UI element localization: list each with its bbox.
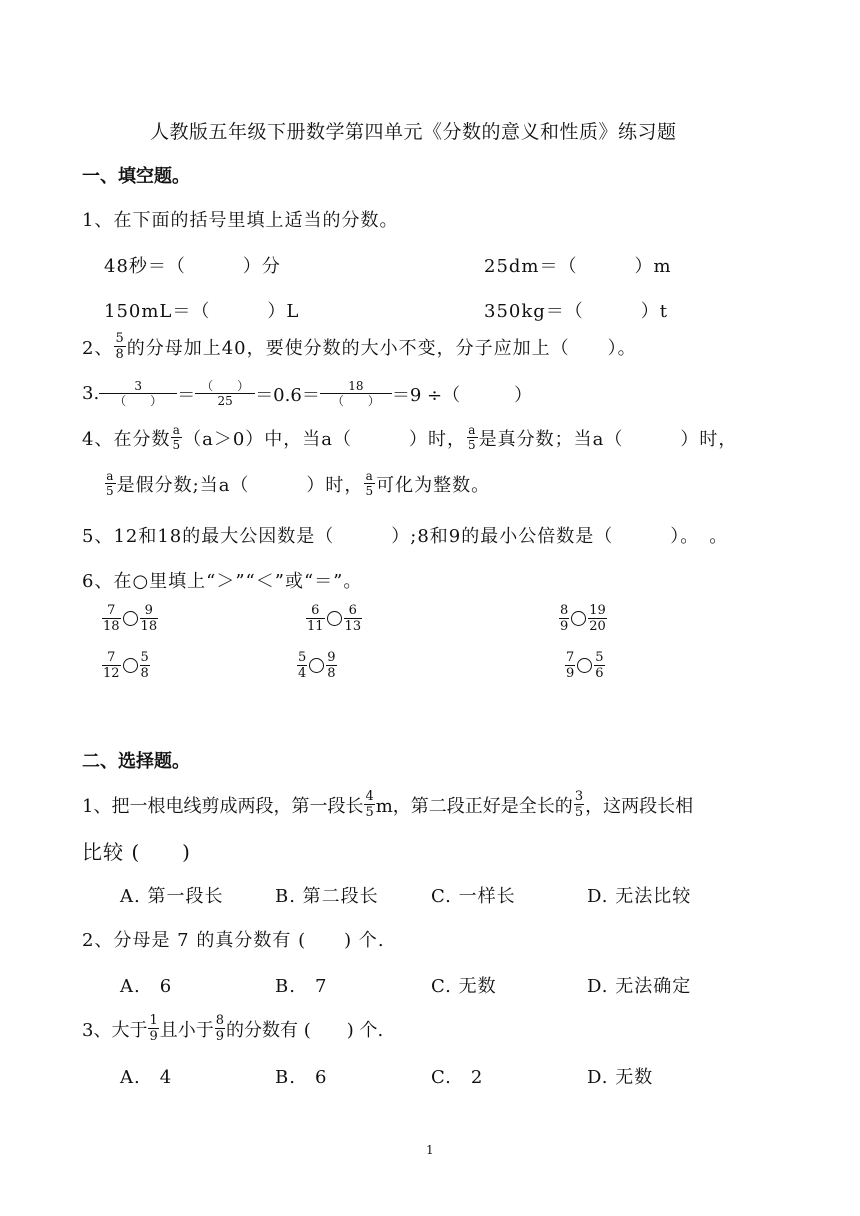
c3-f1-num: 1 [149,1013,158,1028]
c1-f2-den: 5 [574,805,584,820]
pair-2-left-den: 11 [307,619,324,634]
pair-4-right-num: 5 [140,650,149,665]
pair-4-left-num: 7 [107,650,116,665]
pair-6-right-den: 6 [595,666,604,681]
q4-text-4: 是假分数;当a（ ）时， [116,474,364,496]
q4-fraction-a5-2 [467,424,478,451]
pair-6-left-den: 9 [566,666,575,681]
c3-option-d[interactable]: D. 无数 [587,1067,654,1088]
q4-text-5: 可化为整数。 [376,474,491,496]
c3-option-b[interactable]: B. 6 [275,1067,328,1088]
pair-3-left-den: 9 [560,619,569,634]
pair-1-right-den: 18 [140,619,158,634]
c2-option-d[interactable]: D. 无法确定 [587,976,692,997]
c1-fraction-1 [364,790,374,819]
c1-f1-den: 5 [365,805,374,820]
q1-item-seconds: 48秒＝（ ）分 [104,256,281,277]
compare-circle[interactable] [123,611,138,626]
question-1-4-cont [104,470,490,497]
pair-6-right-num: 5 [595,650,604,665]
q4-fraction-num: a [106,469,115,483]
c3-fraction-1 [148,1014,158,1043]
choice-question-1-cont: 比较 ( ) [82,840,191,864]
c3-f2-num: 8 [215,1013,225,1028]
c1-f2-num: 3 [574,789,584,804]
question-1-1: 1、在下面的括号里填上适当的分数。 [82,210,399,231]
pair-1-left-den: 18 [103,619,120,634]
c3-f1-den: 9 [149,1029,158,1044]
q4-text-1: 4、在分数 [82,428,171,450]
c1-fraction-2 [574,790,584,819]
pair-5-left-den: 4 [298,666,307,681]
c2-option-b[interactable]: B. 7 [275,976,328,997]
c1-f1-num: 4 [365,789,374,804]
q3-f2-numerator: （ ） [201,379,250,393]
c1-text-2: m，第二段正好是全长的 [375,795,573,817]
q4-fraction-den: 5 [106,484,115,498]
q3-f3-numerator: 18 [348,379,364,393]
c3-text-3: 的分数有 ( ) 个. [226,1019,384,1041]
question-1-6: 6、在○里填上“＞”“＜”或“＝”。 [82,571,363,592]
compare-circle[interactable] [577,658,592,673]
c1-option-c[interactable]: C. 一样长 [431,886,516,907]
c1-option-a[interactable]: A. 第一段长 [120,886,224,907]
compare-pair-5 [296,651,338,680]
page-number: 1 [426,1143,434,1157]
pair-2-right-den: 13 [344,619,362,634]
pair-5-right-den: 8 [327,666,336,681]
q4-fraction-num: a [468,423,477,437]
c1-text-3: ，这两段长相 [585,795,694,817]
page-title: 人教版五年级下册数学第四单元《分数的意义和性质》练习题 [150,121,677,143]
q3-equals-1: ＝ [177,384,196,406]
pair-5-right-num: 9 [327,650,336,665]
c3-option-a[interactable]: A. 4 [120,1067,173,1088]
q4-fraction-num: a [365,469,374,483]
question-1-3 [82,380,532,407]
compare-pair-3 [558,604,608,633]
pair-2-left-num: 6 [311,603,320,618]
pair-1-right-num: 9 [144,603,153,618]
c1-text-1: 1、把一根电线剪成两段，第一段长 [82,795,364,817]
q3-fraction-2 [196,380,254,407]
c1-option-b[interactable]: B. 第二段长 [275,886,379,907]
q3-f1-numerator: 3 [134,379,142,393]
q4-fraction-a5-3 [105,470,116,497]
q4-fraction-a5 [171,424,182,451]
c2-option-a[interactable]: A. 6 [120,976,173,997]
q2-fraction [114,332,125,361]
compare-pair-6 [564,651,606,680]
q3-f3-denominator: （ ） [320,393,392,407]
q2-prefix: 2、 [82,337,114,359]
q4-fraction-den: 5 [172,438,182,452]
q3-fraction-3 [321,380,391,407]
q4-text-2: （a＞0）中，当a（ ）时， [183,428,467,450]
c1-option-d[interactable]: D. 无法比较 [587,886,692,907]
choice-question-2: 2、分母是 7 的真分数有 ( ) 个. [82,930,385,951]
compare-pair-2 [305,604,363,633]
compare-circle[interactable] [123,658,138,673]
choice-question-1 [82,790,693,819]
compare-pair-4 [101,651,151,680]
question-1-4 [82,424,737,451]
q3-middle: ＝0.6＝ [255,384,320,406]
q3-fraction-1 [100,380,176,407]
q3-f2-denominator: 25 [195,393,255,407]
c3-text-2: 且小于 [159,1019,214,1041]
pair-6-left-num: 7 [566,650,575,665]
q4-fraction-den: 5 [365,484,375,498]
section-heading-choice: 二、选择题。 [82,751,190,772]
q4-fraction-den: 5 [468,438,477,452]
q3-tail: ＝9 ÷（ ） [391,384,533,406]
pair-4-left-den: 12 [103,666,120,681]
c3-fraction-2 [215,1014,225,1043]
pair-3-left-num: 8 [560,603,569,618]
c2-option-c[interactable]: C. 无数 [431,976,497,997]
section-heading-fill-in: 一、填空题。 [82,166,190,187]
question-1-5: 5、12和18的最大公因数是（ ）;8和9的最小公倍数是（ ）。 。 [82,526,729,547]
q4-text-3: 是真分数；当a（ ）时， [478,428,738,450]
choice-question-3 [82,1014,383,1043]
q3-f1-denominator: （ ） [99,393,177,407]
c3-text-1: 3、大于 [82,1019,148,1041]
pair-4-right-den: 8 [140,666,149,681]
pair-5-left-num: 5 [298,650,307,665]
c3-f2-den: 9 [215,1029,225,1044]
compare-circle[interactable] [571,611,586,626]
q1-item-kg: 350kg＝（ ）t [484,301,669,322]
q4-fraction-a5-4 [364,470,375,497]
pair-3-right-num: 19 [589,603,606,618]
c3-option-c[interactable]: C. 2 [431,1067,484,1088]
q1-item-ml: 150mL＝（ ）L [104,301,300,322]
compare-circle[interactable] [327,611,342,626]
pair-2-right-num: 6 [348,603,357,618]
q3-prefix: 3. [82,383,100,404]
q1-item-dm: 25dm＝（ ）m [484,256,672,277]
pair-1-left-num: 7 [107,603,116,618]
compare-pair-1 [101,604,159,633]
q2-denominator: 8 [115,347,125,362]
question-1-2 [82,332,637,361]
pair-3-right-den: 20 [589,619,606,634]
q2-text: 的分母加上40，要使分数的大小不变，分子应加上（ ）。 [126,337,637,359]
compare-circle[interactable] [309,658,324,673]
q4-fraction-num: a [172,423,181,437]
q2-numerator: 5 [115,331,125,346]
